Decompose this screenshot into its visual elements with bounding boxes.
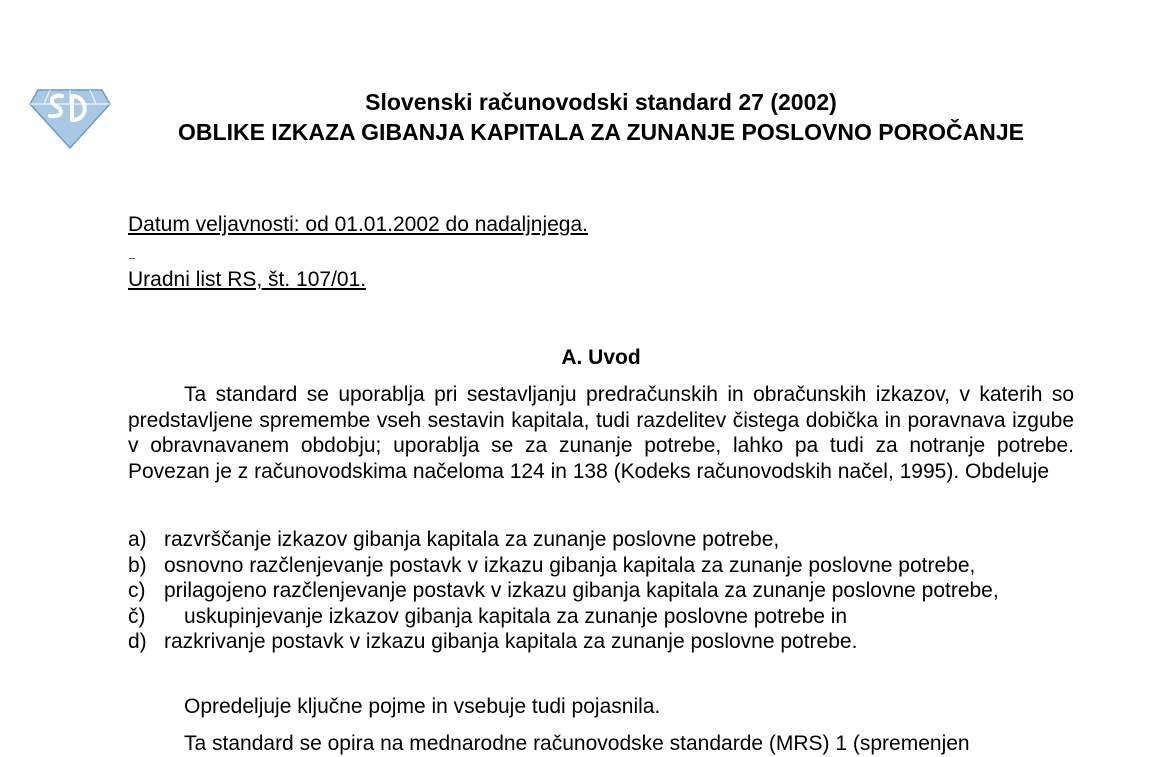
list-item-text: razkrivanje postavk v izkazu gibanja kapitala za zunanje poslovne potrebe. xyxy=(164,630,858,653)
list-marker: d) xyxy=(128,630,147,653)
list-item-text: razvrščanje izkazov gibanja kapitala za zunanje poslovne potrebe, xyxy=(164,528,780,551)
list-item-text: prilagojeno razčlenjevanje postavk v izkazu gibanja kapitala za zunanje poslovne potrebe, xyxy=(164,579,999,602)
document-subtitle: OBLIKE IZKAZA GIBANJA KAPITALA ZA ZUNANJE POSLOVNO POROČANJE xyxy=(178,119,1024,145)
list-item-text: uskupinjevanje izkazov gibanja kapitala za zunanje poslovne potrebe in xyxy=(184,604,848,628)
sd-logo-icon xyxy=(28,80,112,150)
list-item-text: osnovno razčlenjevanje postavk v izkazu gibanja kapitala za zunanje poslovne potrebe, xyxy=(164,553,976,577)
list-item xyxy=(128,553,1074,579)
section-heading: A. Uvod xyxy=(561,346,641,369)
list-item xyxy=(128,629,1074,655)
small-dash xyxy=(129,258,135,259)
document-title: Slovenski računovodski standard 27 (2002) xyxy=(365,89,837,115)
topics-list xyxy=(128,527,1074,655)
intro-paragraph: Ta standard se uporablja pri sestavljanju predračunskih in obračunskih izkazov, v katerih so predstavljene spremembe vseh sestavin kapitala, tudi razdelitev čistega dobička in poravnava izgube v obravnavanem obdobju; uporablja se za zunanje potrebe, lahko pa tudi za notranje potrebe. Povezan je z računovodskima načeloma 124 in 138 (Kodeks računovodskih načel, 1995). Obdeluje xyxy=(128,383,1074,483)
list-item xyxy=(128,578,1074,604)
definitions-paragraph: Opredeljuje ključne pojme in vsebuje tudi pojasnila. xyxy=(184,695,661,718)
list-marker: a) xyxy=(128,528,147,551)
reference-paragraph: Ta standard se opira na mednarodne računovodske standarde (MRS) 1 (spremenjen xyxy=(184,732,970,755)
list-item xyxy=(128,604,1074,630)
list-marker: c) xyxy=(128,579,146,602)
list-marker: č) xyxy=(128,604,146,628)
official-gazette-reference: Uradni list RS, št. 107/01. xyxy=(128,268,367,291)
validity-date: Datum veljavnosti: od 01.01.2002 do nadaljnjega. xyxy=(128,213,588,236)
list-marker: b) xyxy=(128,553,147,577)
list-item xyxy=(128,527,1074,553)
